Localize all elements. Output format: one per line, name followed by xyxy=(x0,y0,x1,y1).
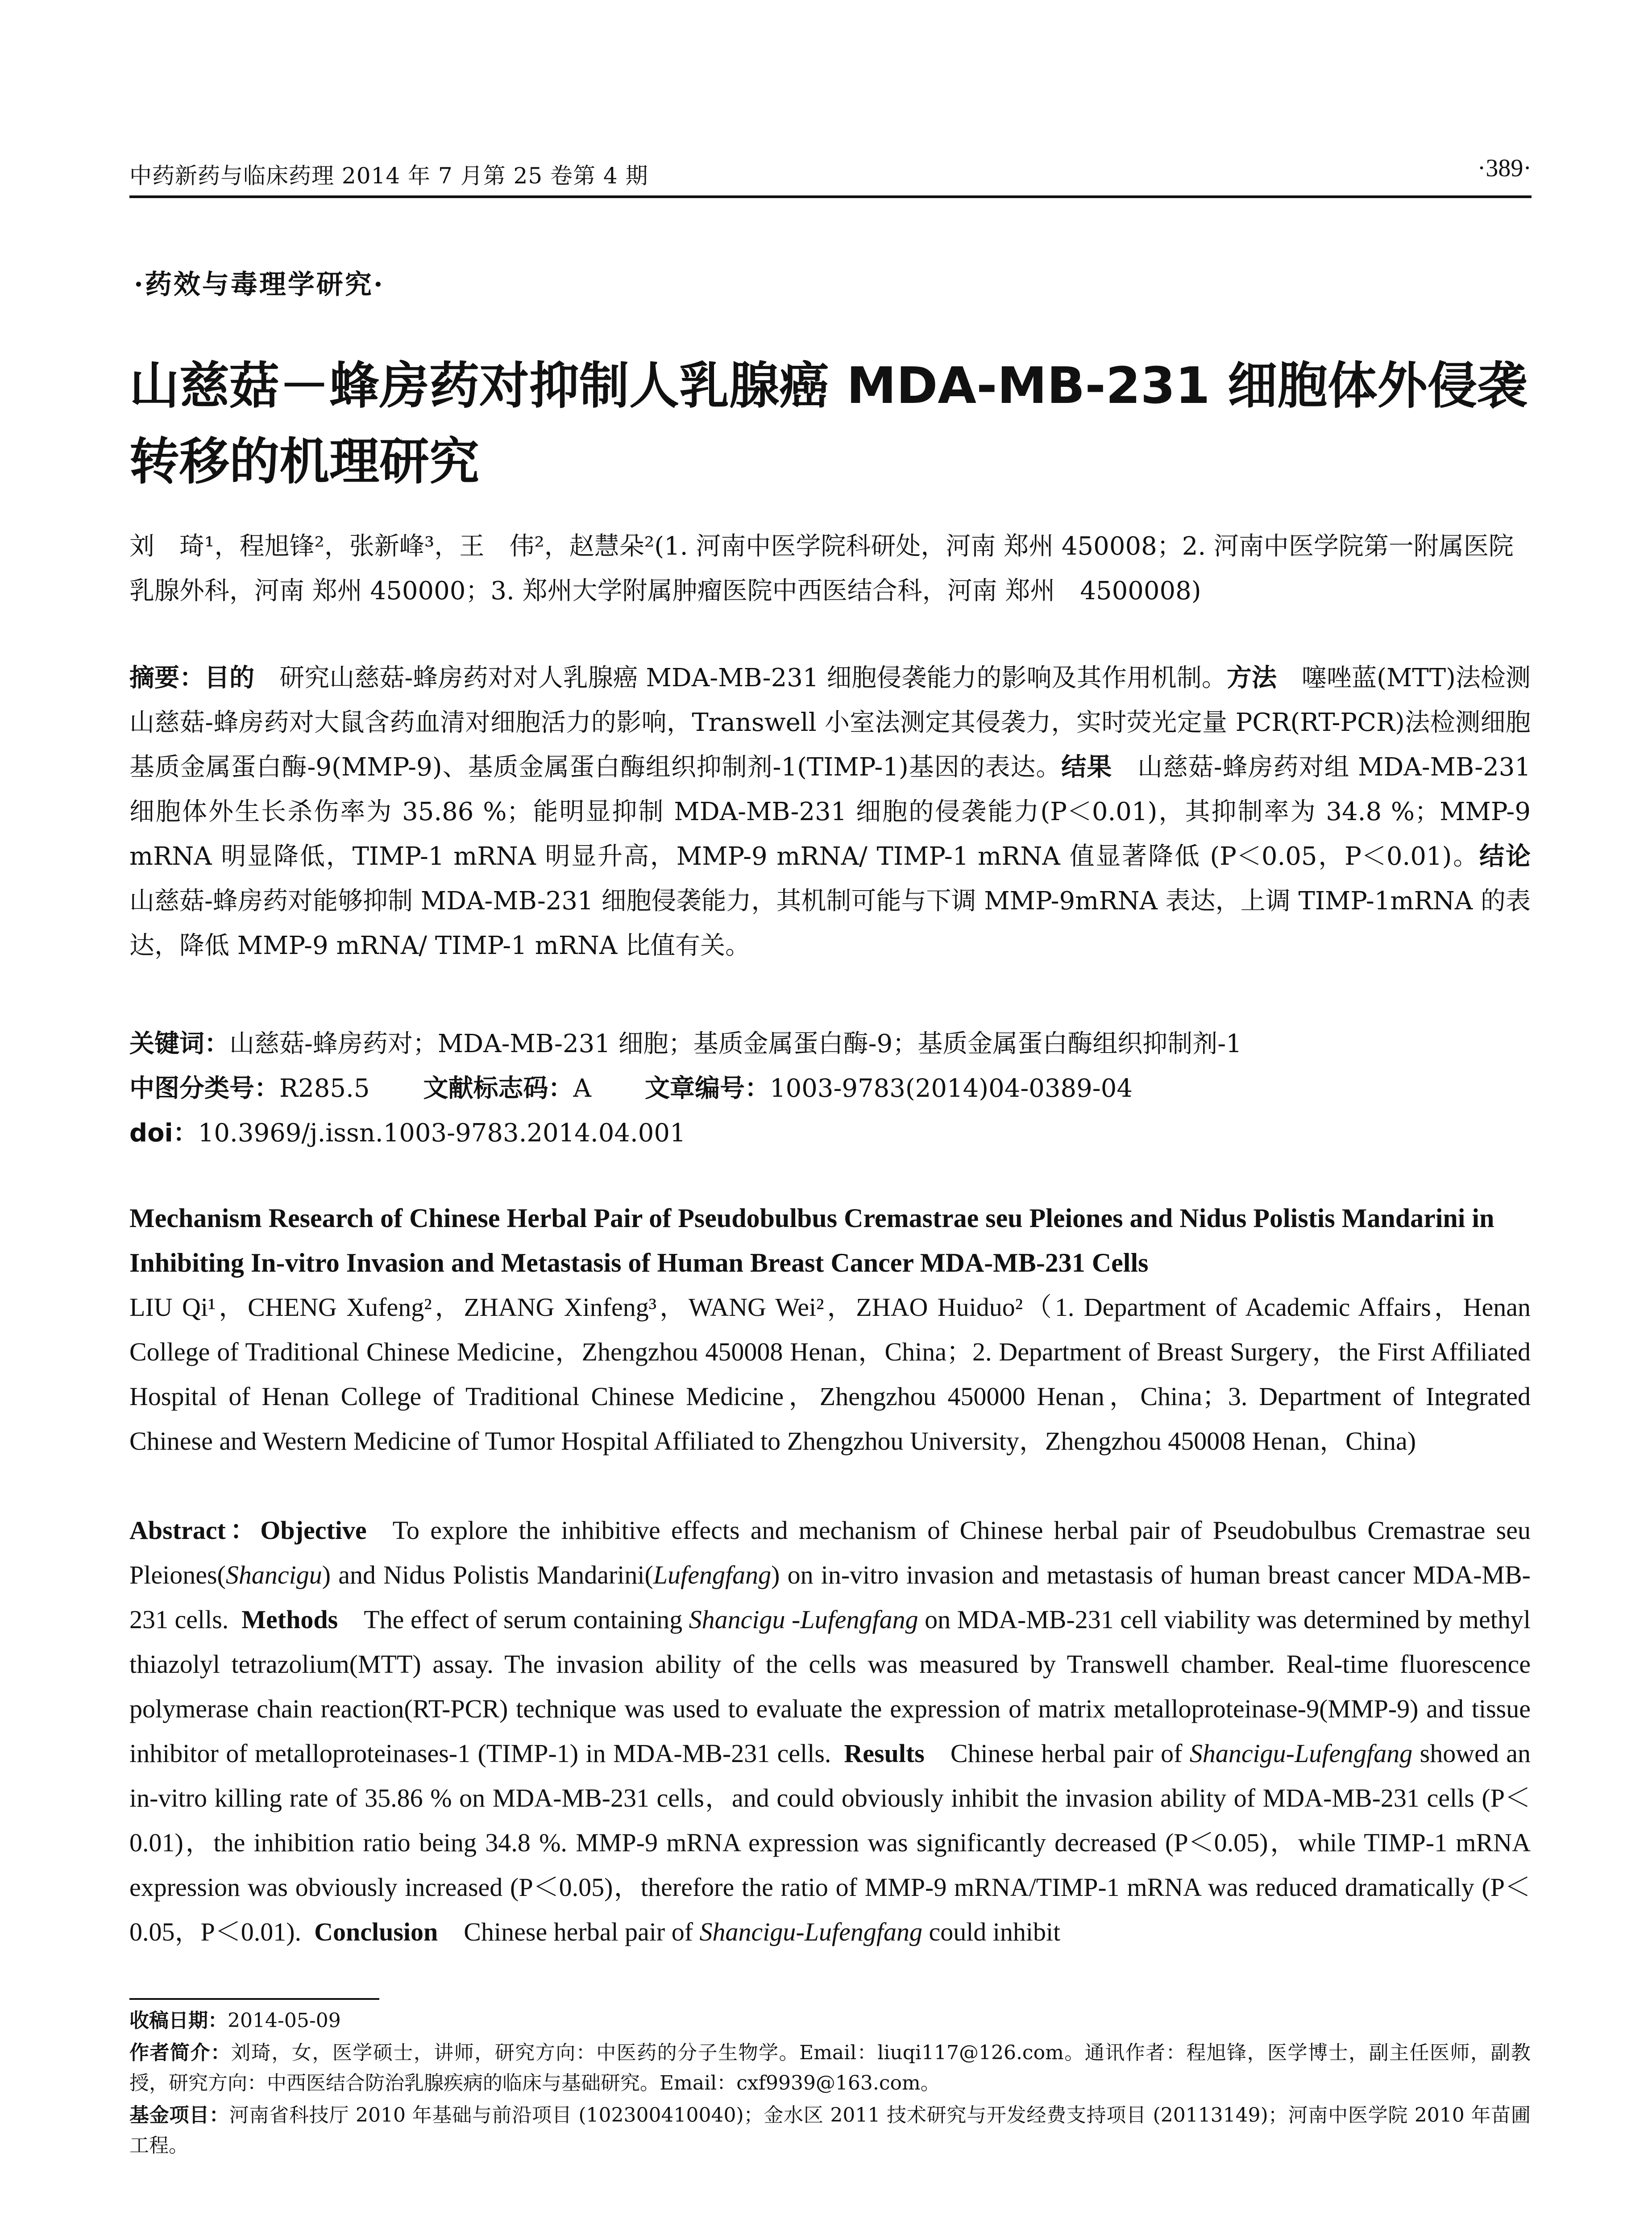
conclusion-en-label: Conclusion xyxy=(314,1917,438,1946)
methods-en-text-2: on MDA-MB-231 cell viability was determined by methyl thiazolyl tetrazolium(MTT) assay. The invasion ability of the cells was measured by Transwell chamber. Real-time fluorescence polymerase chain reaction(RT-PCR) technique was used to evaluate the expression of matrix metalloproteinase-9(MMP-9) and tissue inhibitor of metalloproteinases-1 (TIMP-1) in MDA-MB-231 cells. xyxy=(129,1605,1531,1768)
keywords-chinese xyxy=(129,1022,1531,1066)
clc-label: 中图分类号： xyxy=(129,1074,279,1103)
objective-en-text: To explore the inhibitive effects and mechanism of Chinese herbal pair of Pseudobulbus Cremastrae seu Pleiones( xyxy=(129,1516,1531,1589)
objective-label: 目的 xyxy=(204,663,255,693)
results-en-label: Results xyxy=(844,1739,925,1768)
fund-text: 河南省科技厅 2010 年基础与前沿项目 (102300410040)；金水区 2011 技术研究与开发经费支持项目 (20113149)；河南中医学院 2010 年苗圃工程。 xyxy=(129,2104,1531,2157)
fund-label: 基金项目： xyxy=(129,2104,229,2127)
results-en-italic: Shancigu-Lufengfang xyxy=(1189,1739,1413,1768)
methods-label: 方法 xyxy=(1226,663,1277,693)
column-name: ·药效与毒理学研究· xyxy=(134,269,385,300)
author-info-label: 作者简介： xyxy=(129,2041,231,2064)
doi-value: 10.3969/j.issn.1003-9783.2014.04.001 xyxy=(198,1119,686,1148)
abstract-english xyxy=(129,1508,1531,1954)
keywords-label: 关键词： xyxy=(129,1029,229,1058)
title-english: Mechanism Research of Chinese Herbal Pair of Pseudobulbus Cremastrae seu Pleiones and Nidus Polistis Mandarini in Inhibiting In-vitro Invasion and Metastasis of Human Breast Cancer MDA-MB-231 Cells xyxy=(129,1203,1494,1277)
doi-label: doi： xyxy=(129,1119,198,1148)
authors-chinese: 刘 琦¹，程旭锋²，张新峰³，王 伟²，赵慧朵²(1. 河南中医学院科研处，河南 郑州 450008；2. 河南中医学院第一附属医院乳腺外科，河南 郑州 450000；3. 郑州大学附属肿瘤医院中西医结合科，河南 郑州 4500008) xyxy=(129,532,1514,605)
author-info-text: 刘琦，女，医学硕士，讲师，研究方向：中医药的分子生物学。Email：liuqi117@126.com。通讯作者：程旭锋，医学博士，副主任医师，副教授，研究方向：中西医结合防治乳腺疾病的临床与基础研究。Email：cxf9939@163.com。 xyxy=(129,2041,1531,2094)
conclusion-en-italic: Shancigu-Lufengfang xyxy=(699,1917,922,1946)
objective-en-text-3: ) on in-vitro invasion and metastasis of human breast cancer MDA-MB-231 cells. xyxy=(129,1560,1531,1634)
objective-en-text-2: ) and Nidus Polistis Mandarini( xyxy=(322,1560,653,1589)
received-label: 收稿日期： xyxy=(129,2009,228,2032)
footnote-rule xyxy=(129,1998,379,2000)
keywords-text: 山慈菇-蜂房药对；MDA-MB-231 细胞；基质金属蛋白酶-9；基质金属蛋白酶组织抑制剂-1 xyxy=(229,1029,1242,1058)
abstract-label: 摘要： xyxy=(129,663,205,693)
conclusion-text: 山慈菇-蜂房药对能够抑制 MDA-MB-231 细胞侵袭能力，其机制可能与下调 MMP-9mRNA 表达，上调 TIMP-1mRNA 的表达，降低 MMP-9 mRNA/ TIMP-1 mRNA 比值有关。 xyxy=(129,887,1531,960)
methods-text: 噻唑蓝(MTT)法检测山慈菇-蜂房药对大鼠含药血清对细胞活力的影响，Transwell 小室法测定其侵袭力，实时荧光定量 PCR(RT-PCR)法检测细胞基质金属蛋白酶-9(MMP-9)、基质金属蛋白酶组织抑制剂-1(TIMP-1)基因的表达。 xyxy=(129,663,1531,782)
authors-english: LIU Qi¹，CHENG Xufeng²，ZHANG Xinfeng³，WANG Wei²，ZHAO Huiduo²（1. Department of Academic Affairs，Henan College of Traditional Chinese Medicine，Zhengzhou 450008 Henan，China；2. Department of Breast Surgery，the First Affiliated Hospital of Henan College of Traditional Chinese Medicine，Zhengzhou 450000 Henan，China；3. Department of Integrated Chinese and Western Medicine of Tumor Hospital Affiliated to Zhengzhou University，Zhengzhou 450008 Henan，China) xyxy=(129,1293,1531,1456)
page-number: ·389· xyxy=(1477,154,1532,182)
abstract-chinese xyxy=(129,656,1531,968)
conclusion-en-text: Chinese herbal pair of xyxy=(464,1917,693,1946)
abstract-en-label: Abstract： xyxy=(129,1516,261,1545)
conclusion-en-text-2: could inhibit xyxy=(929,1917,1061,1946)
results-text: 山慈菇-蜂房药对组 MDA-MB-231 细胞体外生长杀伤率为 35.86 %；能明显抑制 MDA-MB-231 细胞的侵袭能力(P＜0.01)，其抑制率为 34.8 %；MMP-9 mRNA 明显降低，TIMP-1 mRNA 明显升高，MMP-9 mRNA/ TIMP-1 mRNA 值显著降低 (P＜0.05，P＜0.01)。 xyxy=(129,753,1531,871)
doi-line xyxy=(129,1111,1531,1156)
footnote-author xyxy=(129,2038,1531,2098)
footnote-received xyxy=(129,2006,1531,2036)
doc-code-value: A xyxy=(573,1074,591,1103)
objective-en-italic-2: Lufengfang xyxy=(653,1560,772,1589)
footnote-fund xyxy=(129,2100,1531,2161)
methods-en-label: Methods xyxy=(241,1605,338,1634)
title-chinese: 山慈菇－蜂房药对抑制人乳腺癌 MDA-MB-231 细胞体外侵袭转移的机理研究 xyxy=(129,357,1527,491)
objective-en-label: Objective xyxy=(260,1516,367,1545)
results-label: 结果 xyxy=(1061,753,1112,782)
received-date: 2014-05-09 xyxy=(228,2009,341,2032)
clc-value: R285.5 xyxy=(279,1074,370,1103)
footnotes xyxy=(129,2006,1531,2163)
doc-code-label: 文献标志码： xyxy=(423,1074,573,1103)
objective-en-italic-1: Shancigu xyxy=(225,1560,322,1589)
conclusion-label: 结论 xyxy=(1479,842,1531,871)
results-en-text-2: showed an in-vitro killing rate of 35.86 % on MDA-MB-231 cells，and could obviously inhibit the invasion ability of MDA-MB-231 cells (P＜0.01)，the inhibition ratio being 34.8 %. MMP-9 mRNA expression was significantly decreased (P＜0.05)，while TIMP-1 mRNA expression was obviously increased (P＜0.05)，therefore the ratio of MMP-9 mRNA/TIMP-1 mRNA was reduced dramatically (P＜0.05，P＜0.01). xyxy=(129,1739,1531,1946)
methods-en-italic: Shancigu -Lufengfang xyxy=(689,1605,918,1634)
results-en-text: Chinese herbal pair of xyxy=(950,1739,1183,1768)
objective-text: 研究山慈菇-蜂房药对对人乳腺癌 MDA-MB-231 细胞侵袭能力的影响及其作用机制。 xyxy=(279,663,1227,693)
article-no-label: 文章编号： xyxy=(644,1074,770,1103)
header-rule xyxy=(129,195,1532,198)
methods-en-text: The effect of serum containing xyxy=(364,1605,683,1634)
article-no-value: 1003-9783(2014)04-0389-04 xyxy=(769,1074,1133,1103)
running-head: 中药新药与临床药理 2014 年 7 月第 25 卷第 4 期 xyxy=(129,163,648,189)
classification-line xyxy=(129,1066,1531,1111)
